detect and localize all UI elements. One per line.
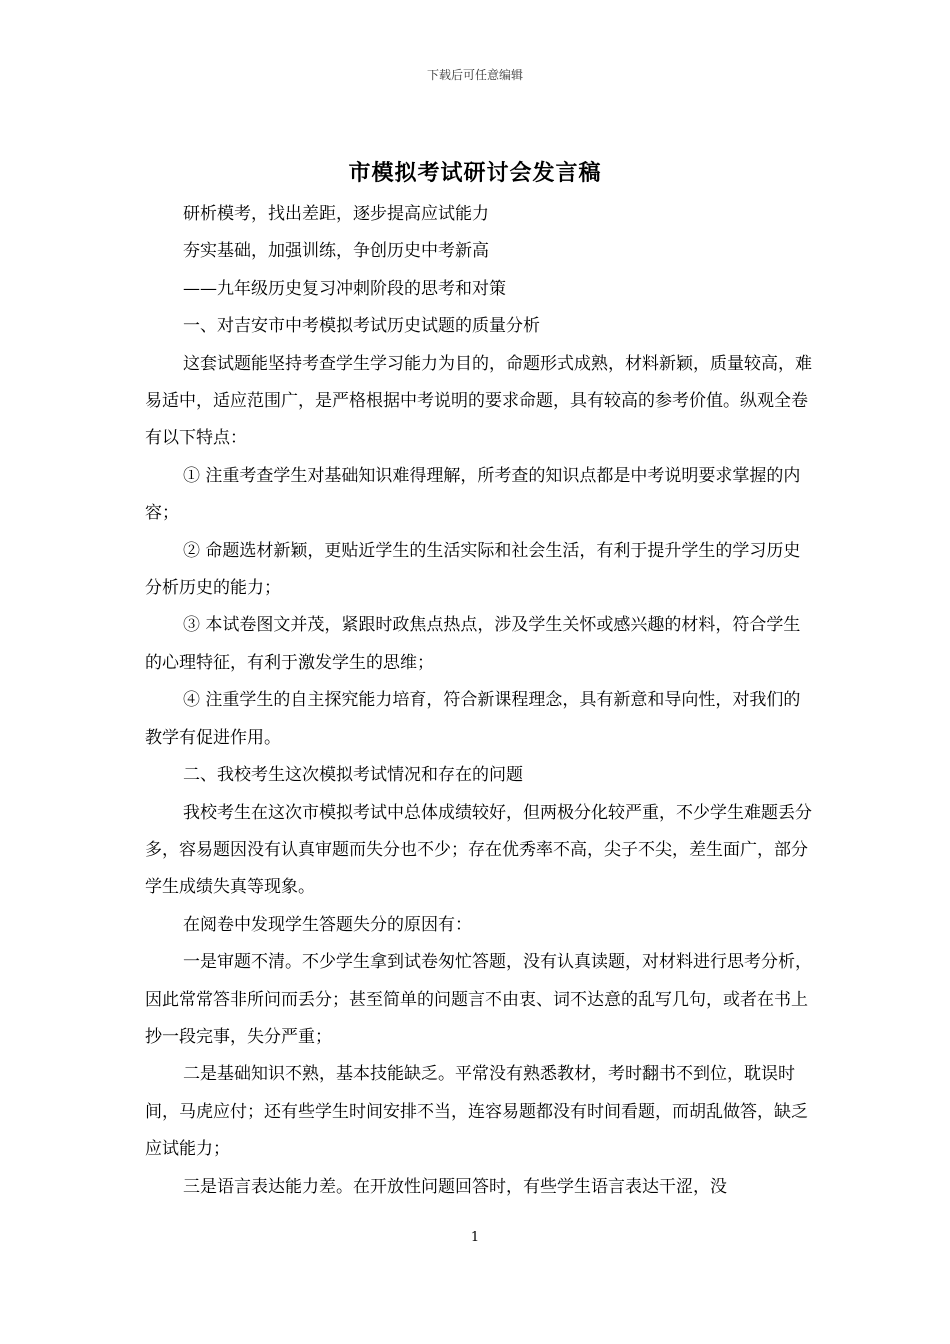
subtitle-line-1: 研析模考，找出差距，逐步提高应试能力 bbox=[183, 204, 489, 224]
list-item: ④ 注重学生的自主探究能力培育，符合新课程理念，具有新意和导向性，对我们的教学有促进作用。 bbox=[145, 690, 801, 748]
list-item: ① 注重考查学生对基础知识难得理解，所考查的知识点都是中考说明要求掌握的内容； bbox=[145, 465, 801, 524]
subtitle-line-2: 夯实基础，加强训练，争创历史中考新高 bbox=[183, 241, 489, 262]
paragraph: 在阅卷中发现学生答题失分的原因有： bbox=[183, 914, 472, 935]
paragraph: 三是语言表达能力差。在开放性问题回答时，有些学生语言表达干涩，没 bbox=[183, 1176, 727, 1197]
paragraph: 我校考生在这次市模拟考试中总体成绩较好，但两极分化较严重，不少学生难题丢分多，容易题因没有认真审题而失分也不少；存在优秀率不高，尖子不尖，差生面广，部分学生成绩失真等现象。 bbox=[145, 802, 812, 898]
paragraph: 一是审题不清。不少学生拿到试卷匆忙答题，没有认真读题，对材料进行思考分析，因此常常答非所问而丢分；甚至简单的问题言不由衷、词不达意的乱写几句，或者在书上抄一段完事，失分严重； bbox=[145, 952, 812, 1047]
page-number: 1 bbox=[470, 1230, 480, 1245]
section-heading-1: 一、对吉安市中考模拟考试历史试题的质量分析 bbox=[183, 316, 540, 337]
subtitle-line-3: ——九年级历史复习冲刺阶段的思考和对策 bbox=[183, 278, 506, 299]
section-heading-2: 二、我校考生这次模拟考试情况和存在的问题 bbox=[183, 765, 523, 786]
paragraph: 二是基础知识不熟，基本技能缺乏。平常没有熟悉教材，考时翻书不到位，耽误时间，马虎应付；还有些学生时间安排不当，连容易题都没有时间看题，而胡乱做答，缺乏应试能力； bbox=[145, 1064, 808, 1160]
list-item: ② 命题选材新颖，更贴近学生的生活实际和社会生活，有利于提升学生的学习历史分析历史的能力； bbox=[145, 540, 801, 599]
paragraph: 这套试题能坚持考查学生学习能力为目的，命题形式成熟，材料新颖，质量较高，难易适中，适应范围广，是严格根据中考说明的要求命题，具有较高的参考价值。纵观全卷有以下特点： bbox=[145, 353, 812, 449]
page-header-note: 下载后可任意编辑 bbox=[426, 68, 523, 82]
document-title: 市模拟考试研讨会发言稿 bbox=[348, 160, 602, 186]
document-body bbox=[145, 196, 815, 1206]
list-item: ③ 本试卷图文并茂，紧跟时政焦点热点，涉及学生关怀或感兴趣的材料，符合学生的心理特征，有利于激发学生的思维； bbox=[145, 615, 801, 673]
